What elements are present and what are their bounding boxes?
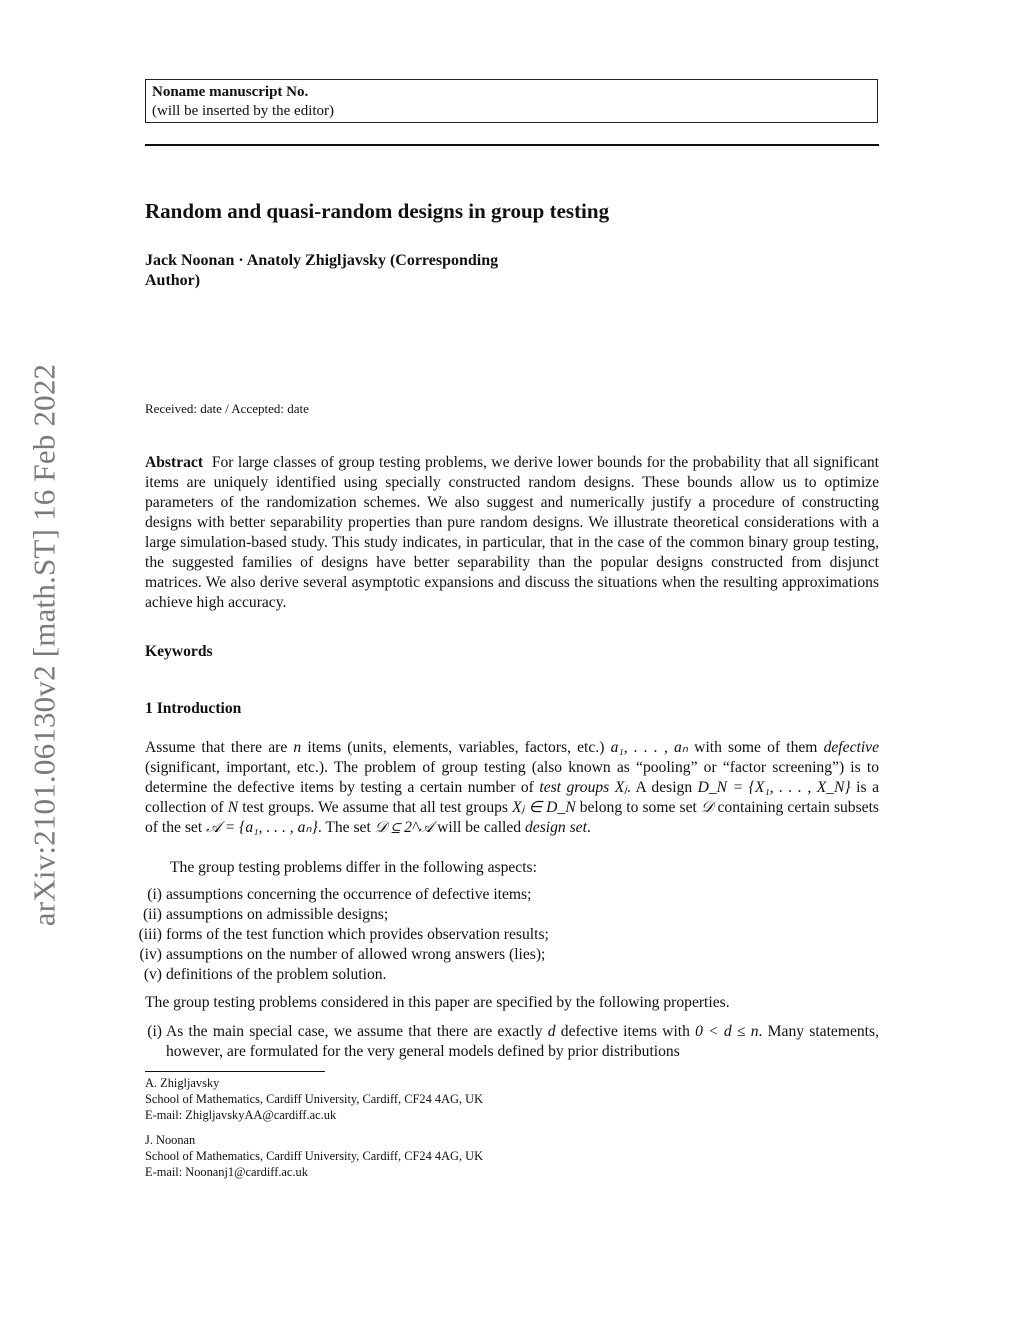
abstract	[145, 453, 879, 613]
term-design-set: design set	[525, 819, 587, 836]
footnote-email: E-mail: ZhigljavskyAA@cardiff.ac.uk	[145, 1108, 337, 1122]
text-run: . Many statements, however, are formulated for the very general models defined by prior distributions	[166, 1023, 879, 1060]
text-run: As the main special case, we assume that there are exactly	[166, 1023, 548, 1040]
footnote-email: E-mail: Noonanj1@cardiff.ac.uk	[145, 1165, 308, 1179]
aspect-text: forms of the test function which provides observation results;	[166, 926, 549, 943]
math-membership: Xⱼ ∈ D_N	[512, 799, 576, 816]
text-run: defective items with	[555, 1023, 696, 1040]
text-run: items (units, elements, variables, factors, etc.)	[301, 739, 611, 756]
aspect-item	[110, 945, 879, 965]
math-n: n	[293, 739, 302, 756]
aspect-text: definitions of the problem solution.	[166, 966, 387, 983]
editor-box	[145, 79, 878, 123]
properties-intro: The group testing problems considered in this paper are specified by the following properties.	[145, 994, 730, 1011]
term-test-groups: test groups Xⱼ	[539, 779, 627, 796]
text-run: .	[586, 819, 591, 836]
abstract-text: For large classes of group testing problems, we derive lower bounds for the probability that all significant items are uniquely identified using specially constructed random designs. These bounds allow us to optimize parameters of the randomization schemes. We also suggest and numerically justify a procedure of constructing designs with better separability properties than pure random designs. We illustrate theoretical considerations with a large simulation-based study. This study indicates, in particular, that in the case of the common binary group testing, the suggested families of designs have better separability than the popular designs constructed from disjunct matrices. We also derive several asymptotic expansions and discuss the situations when the resulting approximations achieve high accuracy.	[145, 454, 880, 611]
property-text	[166, 1022, 879, 1062]
math-N: N	[227, 799, 239, 816]
footnote-affiliation	[145, 1075, 745, 1123]
math-design-definition: D_N = {X₁, . . . , X_N}	[697, 779, 851, 796]
editor-note: (will be inserted by the editor)	[152, 103, 335, 119]
property-number: (i)	[147, 1023, 162, 1040]
abstract-label: Abstract	[145, 454, 204, 471]
footnote-author-name: J. Noonan	[145, 1133, 196, 1147]
intro-paragraph-1	[145, 738, 879, 838]
aspect-number: (v)	[143, 966, 162, 983]
footnote-affiliation-text: School of Mathematics, Cardiff University, Cardiff, CF24 4AG, UK	[145, 1149, 484, 1163]
math-inequality: 0 < d ≤ n	[695, 1023, 759, 1040]
text-run: test groups. We assume that all test groups	[238, 799, 513, 816]
aspect-number: (iii)	[138, 926, 162, 943]
footnote-rule	[145, 1071, 325, 1072]
math-set-A: 𝒜 = {a₁, . . . , aₙ}	[206, 819, 318, 836]
author-list	[145, 251, 625, 291]
text-run: belong to some set	[575, 799, 701, 816]
aspect-item	[110, 905, 879, 925]
text-run: Assume that there are	[145, 739, 294, 756]
author-line-1: Jack Noonan · Anatoly Zhigljavsky (Corresponding	[145, 252, 499, 269]
aspect-item	[110, 885, 879, 905]
received-accepted-dates: Received: date / Accepted: date	[145, 401, 309, 416]
aspect-text: assumptions concerning the occurrence of defective items;	[166, 886, 532, 903]
footnote-author-name: A. Zhigljavsky	[145, 1076, 220, 1090]
intro-paragraph-2: The group testing problems differ in the following aspects:	[170, 859, 537, 876]
footnote-affiliation	[145, 1132, 745, 1180]
aspect-item	[110, 925, 879, 945]
text-run: containing certain subsets of the set	[145, 799, 879, 836]
text-run: (significant, important, etc.). The problem of group testing (also known as “pooling” or “factor screening”) is to determine the defective items by testing a certain number of	[145, 759, 879, 796]
aspect-text: assumptions on admissible designs;	[166, 906, 389, 923]
math-subset: 𝒟 ⊆ 2^𝒜	[374, 819, 434, 836]
aspect-number: (ii)	[142, 906, 162, 923]
property-item	[110, 1022, 879, 1062]
keywords-label: Keywords	[145, 643, 213, 660]
text-run: will be called	[433, 819, 525, 836]
author-line-2: Author)	[145, 272, 201, 289]
text-run: . The set	[317, 819, 375, 836]
paper-title: Random and quasi-random designs in group testing	[145, 199, 610, 223]
aspect-number: (i)	[147, 886, 162, 903]
aspect-item	[110, 965, 879, 985]
aspect-number: (iv)	[139, 946, 162, 963]
math-item-sequence: a₁, . . . , aₙ	[610, 739, 689, 756]
manuscript-label: Noname manuscript No.	[152, 84, 309, 100]
section-heading-introduction: 1 Introduction	[145, 700, 242, 717]
arxiv-identifier: arXiv:2101.06130v2 [math.ST] 16 Feb 2022	[26, 363, 62, 927]
text-run: is a collection of	[145, 779, 879, 816]
arxiv-side-stamp	[26, 340, 62, 950]
text-run: with some of them	[688, 739, 824, 756]
aspect-text: assumptions on the number of allowed wrong answers (lies);	[166, 946, 546, 963]
text-run: . A design	[627, 779, 698, 796]
footnote-affiliation-text: School of Mathematics, Cardiff University, Cardiff, CF24 4AG, UK	[145, 1092, 484, 1106]
header-rule	[145, 144, 879, 146]
math-calD: 𝒟	[700, 799, 714, 816]
math-d: d	[547, 1023, 556, 1040]
term-defective: defective	[823, 739, 879, 756]
